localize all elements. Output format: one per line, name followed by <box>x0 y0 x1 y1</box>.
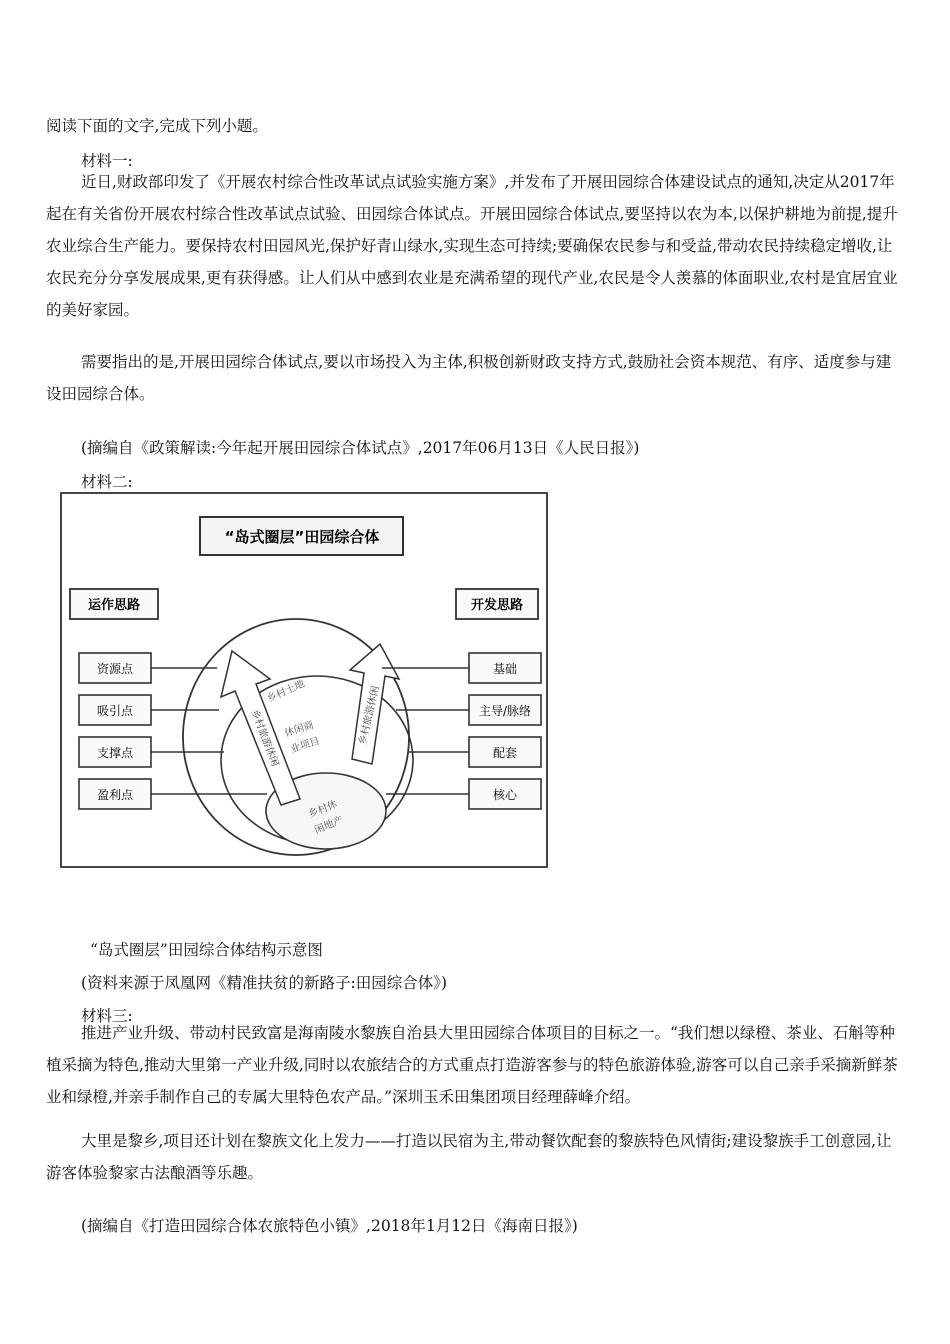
right-item-1: 基础 <box>492 662 518 676</box>
material3-paragraph-2: 大里是黎乡,项目还计划在黎族文化上发力——打造以民宿为主,带动餐饮配套的黎族特色风情街;建设黎族手工创意园,让游客体验黎家古法酿酒等乐趣。 <box>46 1132 892 1182</box>
material1-paragraph-2: 需要指出的是,开展田园综合体试点,要以市场投入为主体,积极创新财政支持方式,鼓励社会资本规范、有序、适度参与建设田园综合体。 <box>46 353 892 403</box>
figure-caption: “岛式圈层”田园综合体结构示意图 <box>90 940 323 959</box>
left-item-2: 吸引点 <box>96 704 134 718</box>
material2-label: 材料二: <box>81 472 133 491</box>
left-header: 运作思路 <box>87 598 141 613</box>
right-arrow-label: 乡村旅游休闲 <box>357 684 382 746</box>
material2-source: (资料来源于凤凰网《精准扶贫的新路子:田园综合体》) <box>81 973 448 992</box>
material1-source: (摘编自《政策解读:今年起开展田园综合体试点》,2017年06月13日《人民日报》) <box>81 438 640 457</box>
right-item-2: 主导/脉络 <box>478 704 532 718</box>
material3-paragraph-1: 推进产业升级、带动村民致富是海南陵水黎族自治县大里田园综合体项目的目标之一。“我们想以绿橙、茶业、石斛等种植采摘为特色,推动大里第一产业升级,同时以农旅结合的方式重点打造游客参与的特色旅游体验,游客可以自己亲手采摘新鲜茶业和绿橙,并亲手制作自己的专属大里特色农产品。”深圳玉禾田集团项目经理薛峰介绍。 <box>46 1024 898 1106</box>
diagram-canvas <box>62 494 550 870</box>
intro-text: 阅读下面的文字,完成下列小题。 <box>46 116 268 135</box>
left-item-3: 支撑点 <box>96 746 134 760</box>
right-item-group <box>382 653 541 809</box>
inner-ring-label-1: 乡村休 <box>307 798 340 821</box>
left-item-1: 资源点 <box>96 662 134 676</box>
material1-paragraph-1: 近日,财政部印发了《开展农村综合性改革试点试验实施方案》,并发布了开展田园综合体建设试点的通知,决定从2017年起在有关省份开展农村综合性改革试点试验、田园综合体试点。开展田园综合体试点,要坚持以农为本,以保护耕地为前提,提升农业综合生产能力。要保持农村田园风光,保护好青山绿水,实现生态可持续;要确保农民参与和受益,带动农民持续稳定增收,让农民充分分享发展成果,更有获得感。让人们从中感到农业是充满希望的现代产业,农民是令人羡慕的体面职业,农村是宜居宜业的美好家园。 <box>46 173 898 319</box>
right-header: 开发思路 <box>470 598 524 613</box>
right-item-3: 配套 <box>492 746 518 760</box>
middle-ring-label-2: 业项目 <box>289 735 322 756</box>
island-circle-diagram <box>60 492 548 868</box>
middle-ring-label-1: 休闲商 <box>283 719 316 740</box>
material3-label: 材料三: <box>81 1006 133 1025</box>
outer-ring-label: 乡村土地 <box>265 678 307 705</box>
diagram-title: “岛式圈层”田园综合体 <box>224 528 380 546</box>
inner-ring-label-2: 闲地产 <box>313 814 346 837</box>
material1-label: 材料一: <box>81 151 133 170</box>
left-arrow-label: 乡村旅游休闲 <box>248 708 281 769</box>
material3-source: (摘编自《打造田园综合体农旅特色小镇》,2018年1月12日《海南日报》) <box>81 1216 578 1235</box>
left-item-4: 盈利点 <box>96 788 134 802</box>
right-item-4: 核心 <box>492 788 518 802</box>
